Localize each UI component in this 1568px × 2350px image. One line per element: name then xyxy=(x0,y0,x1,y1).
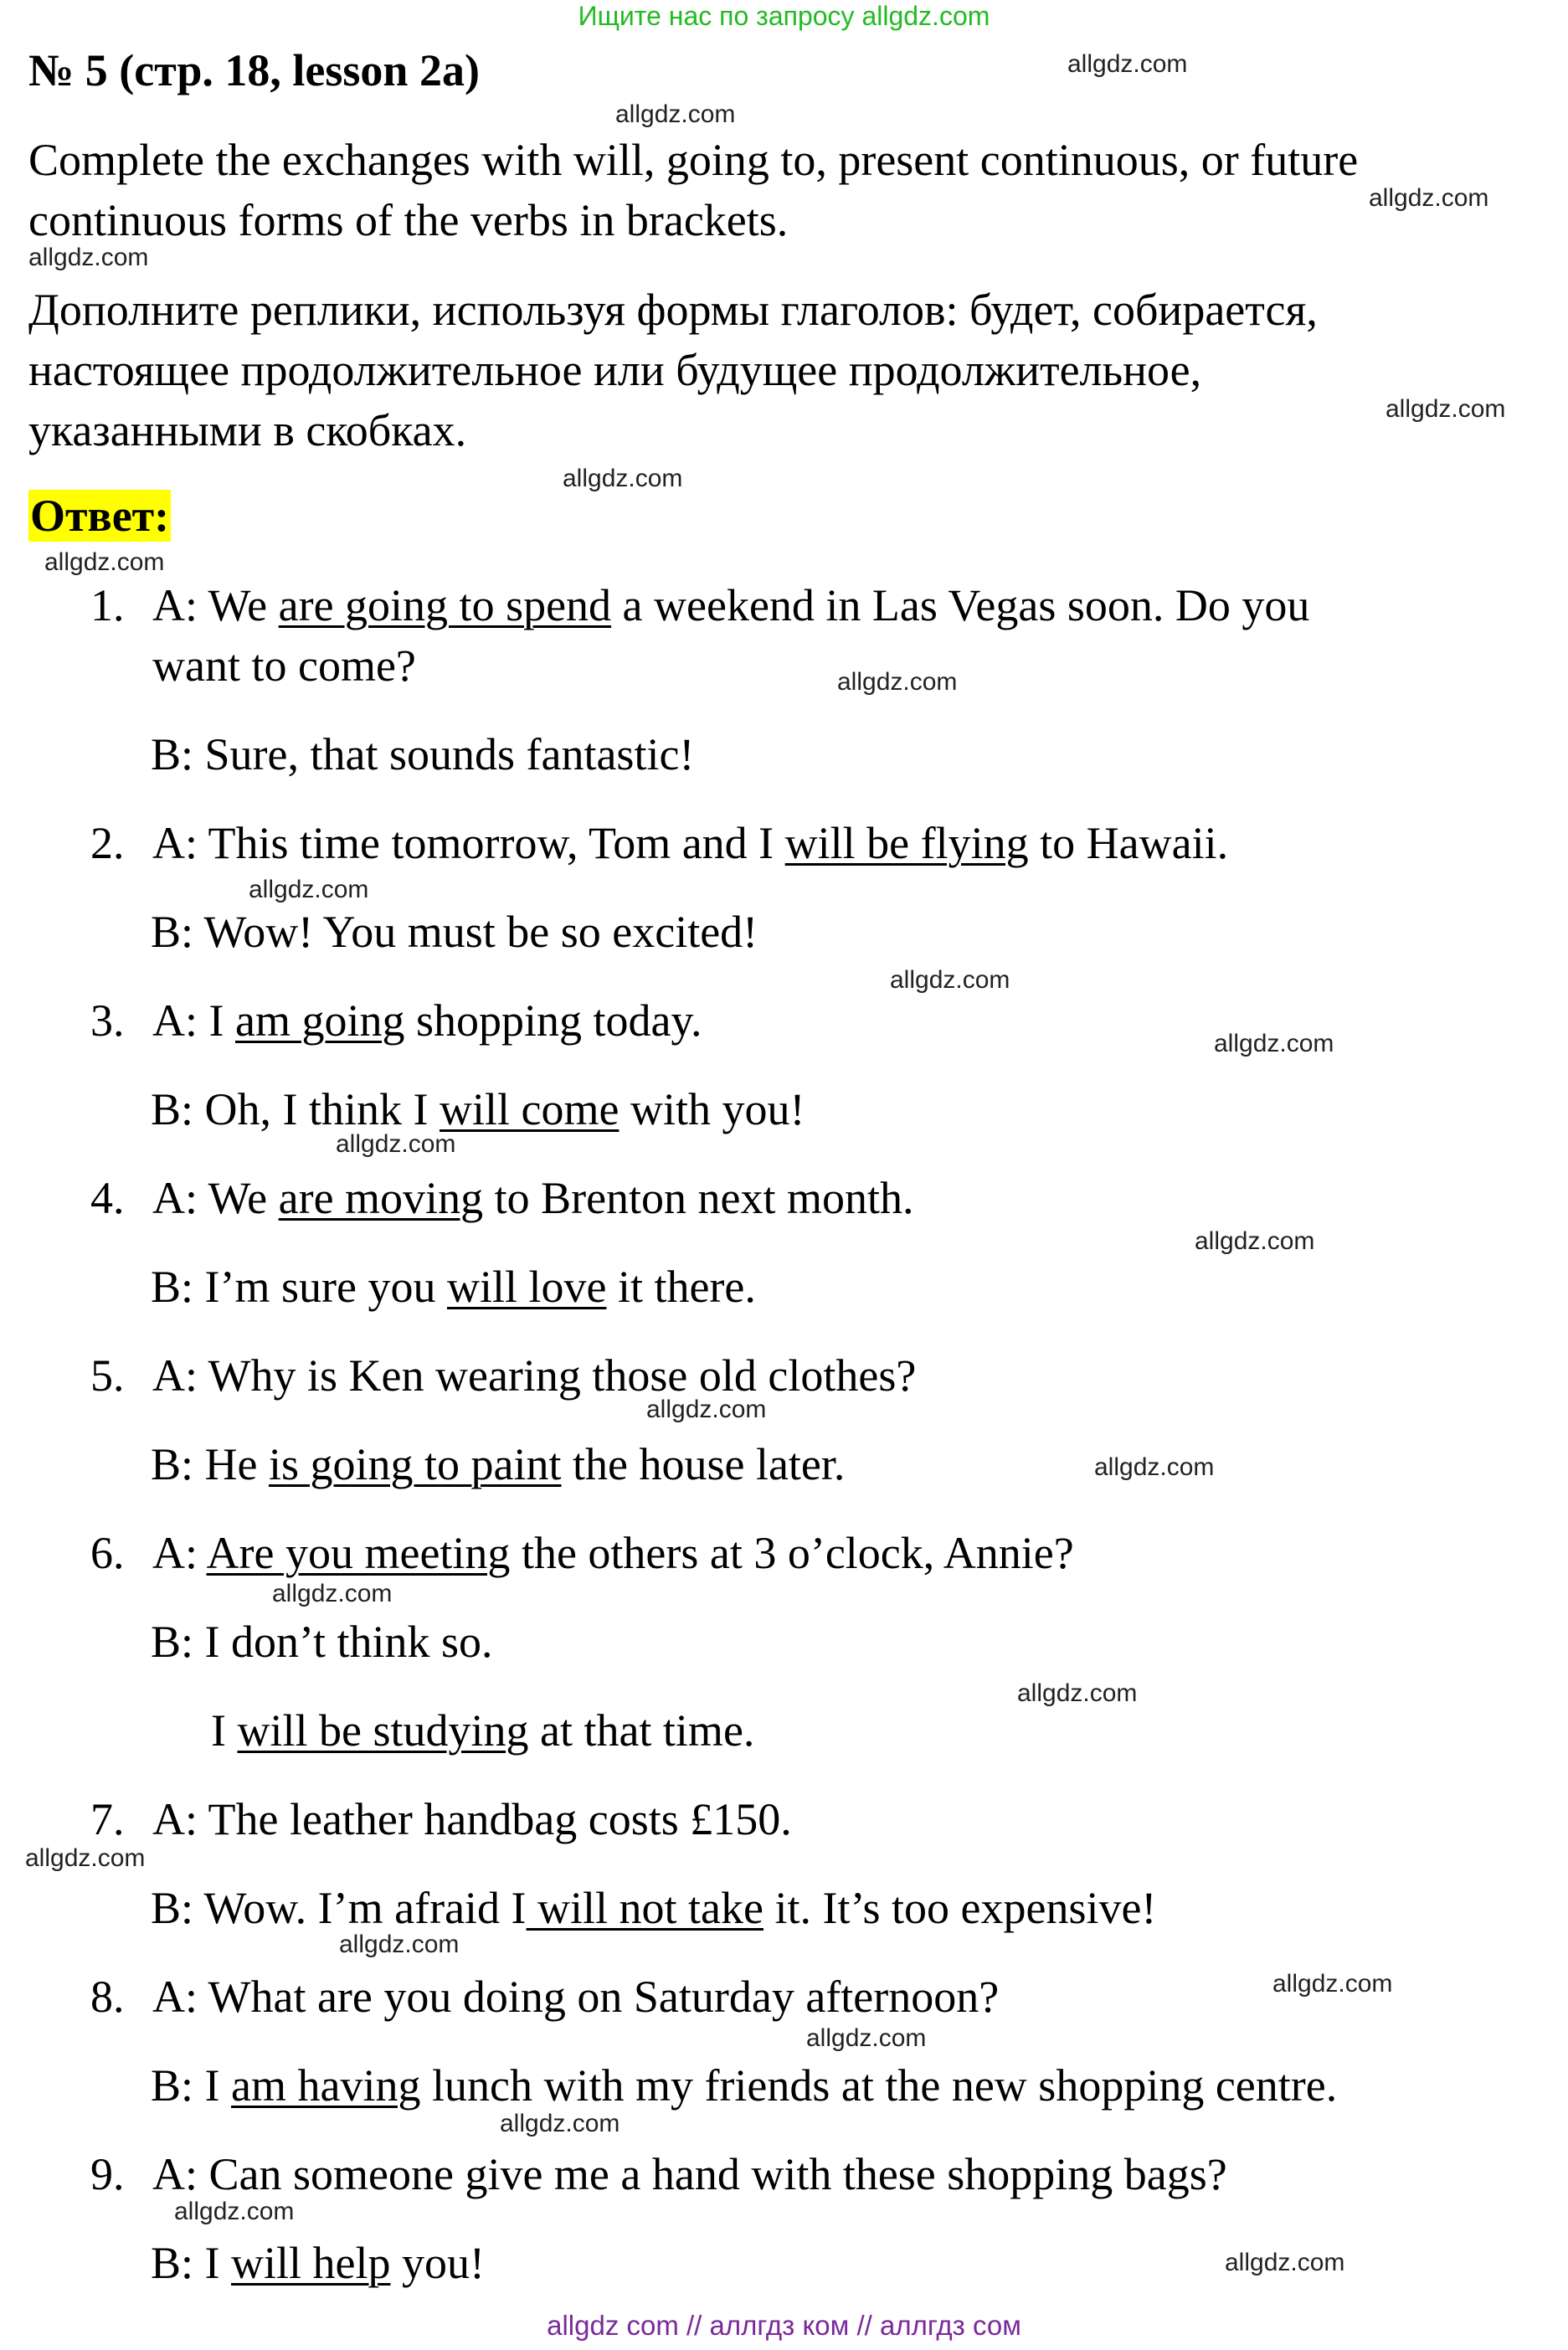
item-4-line-b: B: I’m sure you will love it there. xyxy=(151,1262,756,1312)
instruction-en-line2: continuous forms of the verbs in brackets. xyxy=(28,195,789,245)
item-number: 7. xyxy=(90,1794,125,1844)
watermark: allgdz.com xyxy=(1094,1453,1215,1481)
item-7-line-b: B: Wow. I’m afraid I will not take it. It’s too expensive! xyxy=(151,1883,1157,1933)
item-number: 4. xyxy=(90,1173,125,1223)
exercise-title: № 5 (стр. 18, lesson 2a) xyxy=(28,45,480,95)
item-8-line-a: A: What are you doing on Saturday afternoon? xyxy=(152,1972,1000,2022)
watermark: allgdz.com xyxy=(1067,50,1188,78)
item-5-line-b: B: He is going to paint the house later. xyxy=(151,1439,846,1489)
item-5-line-a: A: Why is Ken wearing those old clothes? xyxy=(152,1350,917,1401)
watermark: allgdz.com xyxy=(1195,1227,1315,1255)
item-number: 9. xyxy=(90,2149,125,2199)
watermark: allgdz.com xyxy=(837,668,958,696)
answer-fill: are moving xyxy=(278,1173,484,1223)
watermark: allgdz.com xyxy=(1369,184,1489,212)
item-9-line-b: B: I will help you! xyxy=(151,2238,485,2288)
answer-fill: will not take xyxy=(526,1883,763,1933)
item-6-line-a: A: Are you meeting the others at 3 o’clock, Annie? xyxy=(152,1528,1074,1578)
watermark: allgdz.com xyxy=(500,2110,620,2137)
item-6-line-b: B: I don’t think so. xyxy=(151,1617,493,1667)
item-number: 5. xyxy=(90,1350,125,1401)
watermark: allgdz.com xyxy=(1385,395,1506,423)
instruction-ru-line3: указанными в скобках. xyxy=(28,405,467,455)
watermark: allgdz.com xyxy=(1225,2249,1345,2276)
item-2-line-a: A: This time tomorrow, Tom and I will be flying to Hawaii. xyxy=(152,818,1229,868)
item-1-line-b: B: Sure, that sounds fantastic! xyxy=(151,729,695,779)
watermark: allgdz.com xyxy=(28,244,149,271)
instruction-russian xyxy=(28,280,1502,460)
item-number: 8. xyxy=(90,1972,125,2022)
item-3-line-b: B: Oh, I think I will come with you! xyxy=(151,1084,805,1134)
answer-fill: am going xyxy=(234,995,405,1046)
item-number: 2. xyxy=(90,818,125,868)
answer-fill: is going to paint xyxy=(269,1439,562,1489)
instruction-english xyxy=(28,130,1502,250)
item-4-line-a: A: We are moving to Brenton next month. xyxy=(152,1173,914,1223)
answer-fill: Are you meeting xyxy=(206,1528,511,1578)
item-8-line-b: B: I am having lunch with my friends at the new shopping centre. xyxy=(151,2060,1338,2111)
watermark: allgdz.com xyxy=(249,876,369,903)
watermark: allgdz.com xyxy=(563,465,683,492)
item-2-line-b: B: Wow! You must be so excited! xyxy=(151,907,758,957)
item-9-line-a: A: Can someone give me a hand with these shopping bags? xyxy=(152,2149,1227,2199)
watermark: allgdz.com xyxy=(1017,1679,1138,1707)
top-banner[interactable]: Ищите нас по запросу allgdz.com xyxy=(578,1,990,31)
watermark: allgdz.com xyxy=(806,2024,927,2052)
answer-fill: will help xyxy=(231,2238,391,2288)
item-number: 3. xyxy=(90,995,125,1046)
answer-fill: am having xyxy=(231,2060,421,2111)
watermark: allgdz.com xyxy=(890,966,1010,994)
item-1-line-a-cont: want to come? xyxy=(152,640,416,691)
answer-fill: will be flying xyxy=(784,818,1029,868)
item-7-line-a: A: The leather handbag costs £150. xyxy=(152,1794,792,1844)
answer-label: Ответ: xyxy=(30,491,170,541)
watermark: allgdz.com xyxy=(272,1580,393,1607)
item-number: 1. xyxy=(90,580,125,630)
watermark: allgdz.com xyxy=(1272,1970,1393,1998)
item-number: 6. xyxy=(90,1528,125,1578)
item-6-line-c: I will be studying at that time. xyxy=(211,1705,755,1756)
watermark: allgdz.com xyxy=(174,2198,295,2225)
answer-fill: will love xyxy=(446,1262,607,1312)
watermark: allgdz.com xyxy=(646,1396,767,1423)
watermark: allgdz.com xyxy=(25,1844,146,1872)
answer-fill: will be studying xyxy=(237,1705,529,1756)
instruction-ru-line2: настоящее продолжительное или будущее продолжительное, xyxy=(28,345,1202,395)
bottom-banner[interactable]: allgdz com // аллгдз ком // аллгдз сом xyxy=(547,2310,1021,2341)
watermark: allgdz.com xyxy=(339,1931,460,1958)
watermark: allgdz.com xyxy=(615,100,736,128)
watermark: allgdz.com xyxy=(336,1130,456,1158)
watermark: allgdz.com xyxy=(44,548,165,576)
answer-fill: will come xyxy=(440,1084,619,1134)
answer-fill: are going to spend xyxy=(278,580,612,630)
instruction-ru-line1: Дополните реплики, используя формы глаголов: будет, собирается, xyxy=(28,285,1318,335)
item-3-line-a: A: I am going shopping today. xyxy=(152,995,702,1046)
watermark: allgdz.com xyxy=(1214,1030,1334,1057)
item-1-line-a: A: We are going to spend a weekend in Las Vegas soon. Do you xyxy=(152,580,1310,630)
instruction-en-line1: Complete the exchanges with will, going to, present continuous, or future xyxy=(28,135,1359,185)
